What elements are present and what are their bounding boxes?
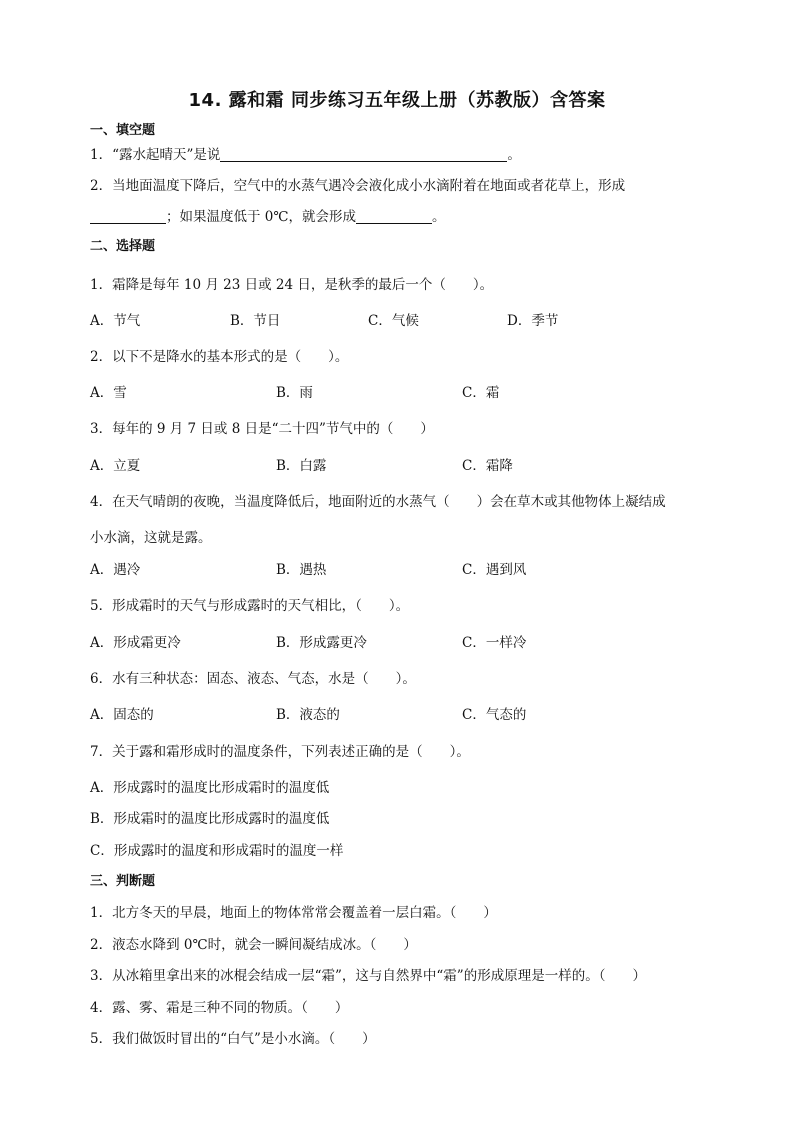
fill-q1-end: 。	[507, 147, 521, 163]
judge-question-1[interactable]: 1．北方冬天的早晨，地面上的物体常常会覆盖着一层白霜。（ ）	[90, 905, 497, 921]
fill-question-1	[90, 146, 521, 164]
choice-q7-option-c[interactable]: C．形成露时的温度和形成霜时的温度一样	[90, 843, 344, 859]
choice-q5-option-a[interactable]: A．形成霜更冷	[90, 635, 181, 651]
choice-q5-option-c[interactable]: C．一样冷	[462, 635, 527, 651]
fill-q2-blank-1[interactable]	[90, 209, 166, 224]
choice-question-1: 1．霜降是每年 10 月 23 日或 24 日，是秋季的最后一个（ ）。	[90, 277, 494, 293]
judge-question-3[interactable]: 3．从冰箱里拿出来的冰棍会结成一层“霜”，这与自然界中“霜”的形成原理是一样的。（ ）	[90, 968, 646, 984]
choice-q2-option-a[interactable]: A．雪	[90, 385, 127, 401]
choice-q7-option-a[interactable]: A．形成露时的温度比形成霜时的温度低	[90, 780, 330, 796]
fill-q1-blank[interactable]	[220, 147, 507, 162]
choice-q6-options	[90, 706, 710, 724]
choice-q6-option-c[interactable]: C．气态的	[462, 707, 527, 723]
choice-q1-option-c[interactable]: C．气候	[368, 313, 419, 329]
choice-question-4-line-1: 4．在天气晴朗的夜晚，当温度降低后，地面附近的水蒸气（ ）会在草木或其他物体上凝结成	[90, 494, 666, 510]
choice-q2-options	[90, 384, 710, 402]
section-judge-heading: 三、判断题	[90, 874, 156, 889]
choice-question-7: 7．关于露和霜形成时的温度条件，下列表述正确的是（ ）。	[90, 744, 470, 760]
choice-q6-option-a[interactable]: A．固态的	[90, 707, 154, 723]
choice-q4-option-c[interactable]: C．遇到风	[462, 562, 527, 578]
fill-question-2-line-2	[90, 208, 445, 226]
page-title: 14. 露和霜 同步练习五年级上册（苏教版）含答案	[188, 90, 606, 111]
choice-q4-option-b[interactable]: B．遇热	[276, 562, 327, 578]
choice-question-5: 5．形成霜时的天气与形成露时的天气相比，（ ）。	[90, 598, 410, 614]
choice-q4-option-a[interactable]: A．遇冷	[90, 562, 141, 578]
choice-q3-option-a[interactable]: A．立夏	[90, 458, 141, 474]
choice-q1-options	[90, 312, 710, 330]
choice-q3-options	[90, 457, 710, 475]
choice-question-2: 2．以下不是降水的基本形式的是（ ）。	[90, 349, 349, 365]
choice-q1-option-d[interactable]: D．季节	[507, 313, 559, 329]
choice-q3-option-c[interactable]: C．霜降	[462, 458, 513, 474]
choice-q1-option-b[interactable]: B．节日	[230, 313, 281, 329]
section-fill-heading: 一、填空题	[90, 123, 156, 138]
judge-question-4[interactable]: 4．露、雾、霜是三种不同的物质。（ ）	[90, 1000, 349, 1016]
choice-q3-option-b[interactable]: B．白露	[276, 458, 327, 474]
choice-q6-option-b[interactable]: B．液态的	[276, 707, 340, 723]
choice-q7-option-b[interactable]: B．形成霜时的温度比形成露时的温度低	[90, 811, 330, 827]
judge-question-5[interactable]: 5．我们做饭时冒出的“白气”是小水滴。（ ）	[90, 1031, 376, 1047]
choice-q1-option-a[interactable]: A．节气	[90, 313, 141, 329]
fill-q2-mid: ；如果温度低于 0℃，就会形成	[166, 209, 356, 225]
choice-q2-option-b[interactable]: B．雨	[276, 385, 313, 401]
choice-q5-option-b[interactable]: B．形成露更冷	[276, 635, 367, 651]
choice-q2-option-c[interactable]: C．霜	[462, 385, 500, 401]
fill-q2-blank-2[interactable]	[356, 209, 432, 224]
fill-question-2-line-1: 2．当地面温度下降后，空气中的水蒸气遇冷会液化成小水滴附着在地面或者花草上，形成	[90, 178, 626, 194]
choice-question-6: 6．水有三种状态：固态、液态、气态，水是（ ）。	[90, 671, 416, 687]
choice-q5-options	[90, 634, 710, 652]
fill-q1-text: 1．“露水起晴天”是说	[90, 147, 221, 163]
choice-question-3: 3．每年的 9 月 7 日或 8 日是“二十四”节气中的（ ）	[90, 421, 434, 437]
section-choice-heading: 二、选择题	[90, 239, 156, 254]
fill-q2-end: 。	[431, 209, 446, 225]
choice-q4-options	[90, 561, 710, 579]
choice-question-4-line-2: 小水滴，这就是露。	[90, 530, 212, 546]
judge-question-2[interactable]: 2．液态水降到 0℃时，就会一瞬间凝结成冰。（ ）	[90, 937, 417, 953]
